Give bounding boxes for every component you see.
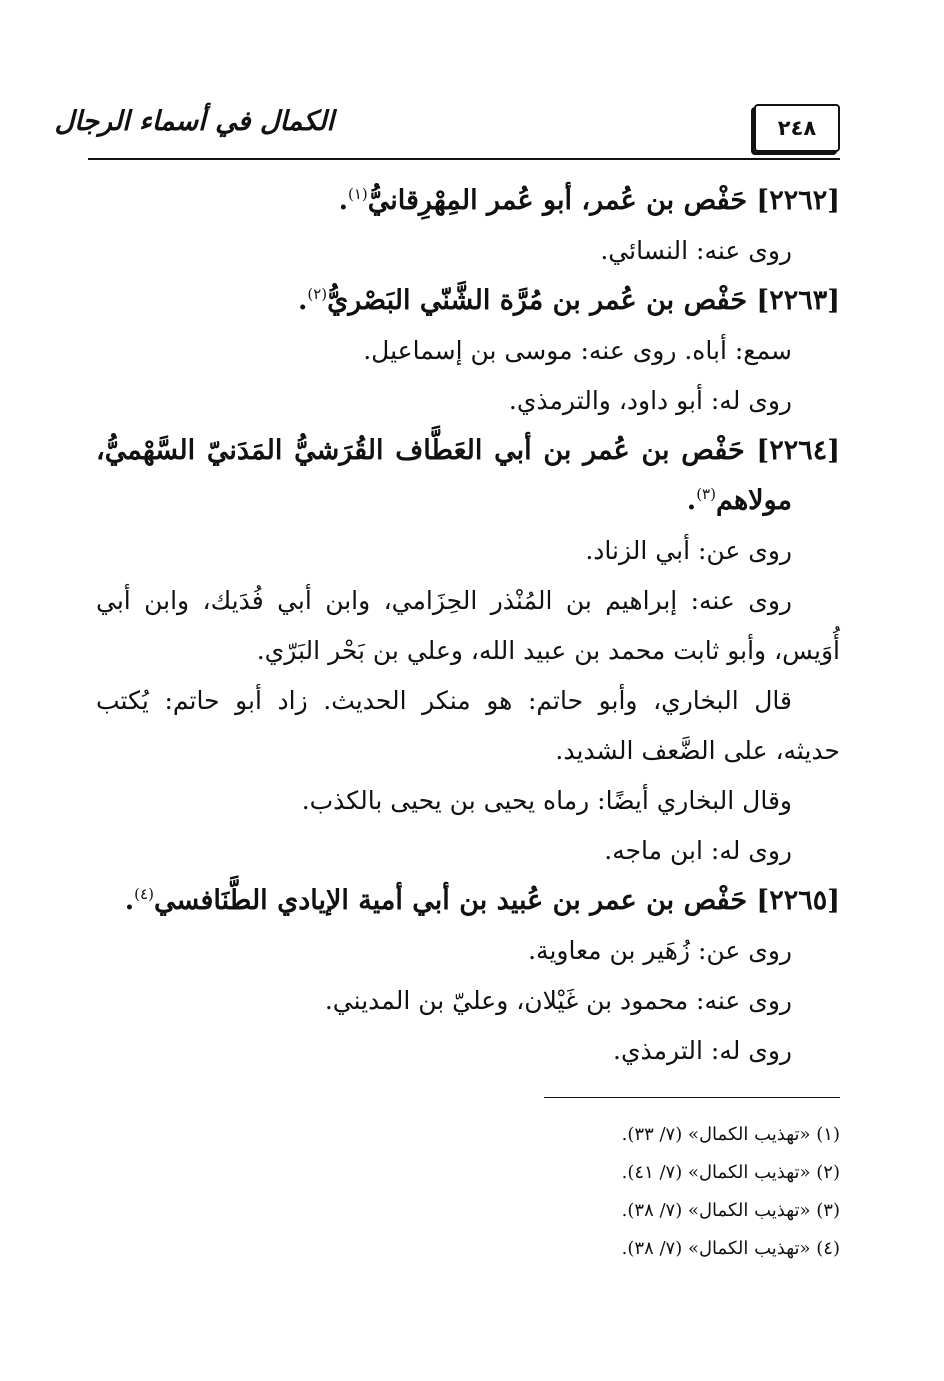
entry-heading (96, 876, 840, 926)
entry-heading (96, 426, 840, 476)
line-text: حديثه، على الضَّعف الشديد. (555, 736, 840, 765)
entry-line (96, 376, 840, 426)
entry-line (96, 576, 840, 626)
line-end-punct: . (124, 885, 135, 916)
entry-line (96, 1026, 840, 1076)
running-title-calligraphy: الكمال في أسماء الرجال (54, 106, 334, 137)
entry-line (96, 826, 840, 876)
line-end-punct: . (297, 285, 308, 316)
line-text: [٢٢٦٣] حَفْص بن عُمر بن مُرَّة الشَّنّي البَصْريُّ (327, 285, 840, 316)
main-text (96, 176, 840, 1076)
page-header (54, 92, 840, 160)
line-text: روى عنه: محمود بن غَيْلان، وعليّ بن المديني. (324, 986, 792, 1015)
line-text: روى عنه: إبراهيم بن المُنْذر الحِزَامي، وابن أبي فُدَيك، وابن أبي (96, 586, 792, 615)
line-text: روى عن: زُهَير بن معاوية. (528, 936, 792, 965)
entry-line (96, 926, 840, 976)
entry-line (96, 626, 840, 676)
entry-line (96, 226, 840, 276)
line-end-punct: . (338, 185, 348, 216)
footnote-marker[interactable]: (٣) (696, 485, 716, 503)
footnote-marker[interactable]: (٤) (134, 885, 154, 903)
line-text: روى له: الترمذي. (613, 1036, 792, 1065)
entry-line (96, 676, 840, 726)
footnote-item: (٣) «تهذيب الكمال» (٧/ ٣٨). (621, 1200, 840, 1221)
entry-heading (96, 476, 840, 526)
entry-line (96, 726, 840, 776)
line-text: [٢٢٦٤] حَفْص بن عُمر بن أبي العَطَّاف القُرَشيُّ المَدَنيّ السَّهْميُّ، (96, 435, 841, 466)
footnote-divider (544, 1097, 840, 1098)
entry-heading (96, 276, 840, 326)
footnote-item: (٤) «تهذيب الكمال» (٧/ ٣٨). (621, 1238, 840, 1259)
line-end-punct: . (686, 485, 697, 516)
footnotes (340, 1116, 840, 1268)
entry-line (96, 526, 840, 576)
entry-line (96, 326, 840, 376)
footnote-marker[interactable]: (٢) (307, 285, 328, 303)
line-text: سمع: أباه. روى عنه: موسى بن إسماعيل. (363, 336, 792, 365)
line-text: روى له: ابن ماجه. (604, 836, 792, 865)
entry-line (96, 976, 840, 1026)
line-text: روى عن: أبي الزناد. (585, 536, 792, 565)
line-text: [٢٢٦٢] حَفْص بن عُمر، أبو عُمر المِهْرِقانيُّ (367, 185, 840, 216)
entry-line (96, 776, 840, 826)
page-number-box: ٢٤٨ (754, 104, 840, 152)
entry-heading (96, 176, 840, 226)
line-text: روى له: أبو داود، والترمذي. (508, 386, 792, 415)
line-text: أُوَيس، وأبو ثابت محمد بن عبيد الله، وعلي بن بَحْر البَرّي. (256, 636, 840, 665)
footnote-item: (٢) «تهذيب الكمال» (٧/ ٤١). (621, 1162, 840, 1183)
footnote-marker[interactable]: (١) (348, 185, 368, 203)
line-text: وقال البخاري أيضًا: رماه يحيى بن يحيى بالكذب. (301, 786, 792, 815)
line-text: روى عنه: النسائي. (600, 236, 792, 265)
footnote-item: (١) «تهذيب الكمال» (٧/ ٣٣). (621, 1124, 840, 1145)
line-text: [٢٢٦٥] حَفْص بن عمر بن عُبيد بن أبي أمية الإيادي الطَّنَافسي (153, 885, 840, 916)
line-text: مولاهم (715, 485, 792, 516)
line-text: قال البخاري، وأبو حاتم: هو منكر الحديث. زاد أبو حاتم: يُكتب (96, 686, 792, 715)
